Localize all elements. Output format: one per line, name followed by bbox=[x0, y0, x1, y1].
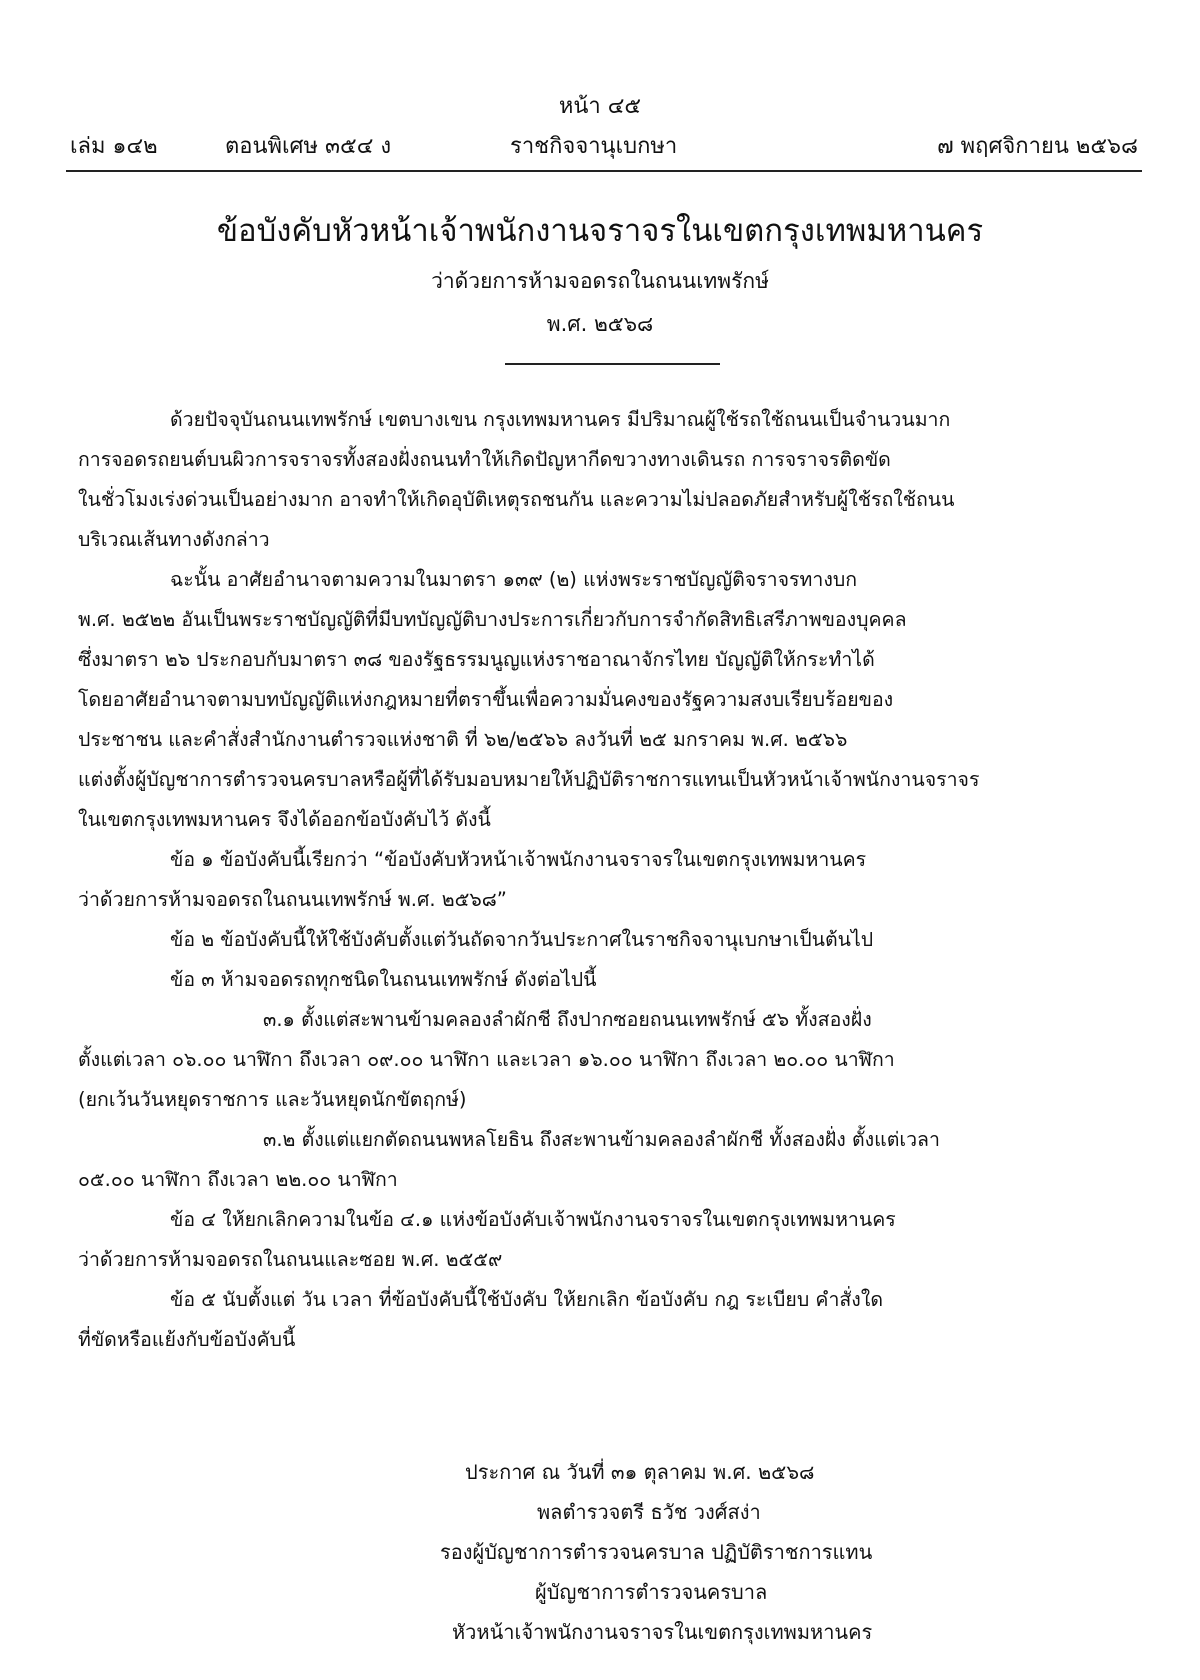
body-line: ข้อ ๓ ห้ามจอดรถทุกชนิดในถนนเทพรักษ์ ดังต่อไปนี้ bbox=[170, 968, 597, 991]
body-line: ๐๕.๐๐ นาฬิกา ถึงเวลา ๒๒.๐๐ นาฬิกา bbox=[78, 1168, 398, 1191]
body-line: ที่ขัดหรือแย้งกับข้อบังคับนี้ bbox=[78, 1328, 296, 1351]
issue-label: ตอนพิเศษ ๓๕๔ ง bbox=[225, 134, 392, 159]
body-line: ข้อ ๕ นับตั้งแต่ วัน เวลา ที่ข้อบังคับนี้ใช้บังคับ ให้ยกเลิก ข้อบังคับ กฎ ระเบียบ คำสั่งใด bbox=[170, 1288, 884, 1311]
body-line: ฉะนั้น อาศัยอำนาจตามความในมาตรา ๑๓๙ (๒) แห่งพระราชบัญญัติจราจรทางบก bbox=[170, 568, 858, 591]
body-line: ๓.๑ ตั้งแต่สะพานข้ามคลองลำผักชี ถึงปากซอยถนนเทพรักษ์ ๕๖ ทั้งสองฝั่ง bbox=[263, 1008, 872, 1031]
body-line: ข้อ ๑ ข้อบังคับนี้เรียกว่า “ข้อบังคับหัวหน้าเจ้าพนักงานจราจรในเขตกรุงเทพมหานคร bbox=[170, 848, 867, 871]
body-line: ด้วยปัจจุบันถนนเทพรักษ์ เขตบางเขน กรุงเทพมหานคร มีปริมาณผู้ใช้รถใช้ถนนเป็นจำนวนมาก bbox=[170, 408, 951, 431]
signatory-position: รองผู้บัญชาการตำรวจนครบาล ปฏิบัติราชการแทน bbox=[440, 1540, 873, 1564]
body-line: (ยกเว้นวันหยุดราชการ และวันหยุดนักขัตฤกษ์) bbox=[78, 1088, 467, 1111]
signature-block bbox=[440, 1452, 1000, 1652]
document-title: ข้อบังคับหัวหน้าเจ้าพนักงานจราจรในเขตกรุงเทพมหานคร bbox=[216, 213, 984, 249]
announcement-date: ประกาศ ณ วันที่ ๓๑ ตุลาคม พ.ศ. ๒๕๖๘ bbox=[465, 1460, 815, 1484]
body-line: ซึ่งมาตรา ๒๖ ประกอบกับมาตรา ๓๘ ของรัฐธรรมนูญแห่งราชอาณาจักรไทย บัญญัติให้กระทำได้ bbox=[78, 648, 875, 671]
body-line: ๓.๒ ตั้งแต่แยกตัดถนนพหลโยธิน ถึงสะพานข้ามคลองลำผักชี ทั้งสองฝั่ง ตั้งแต่เวลา bbox=[263, 1128, 940, 1151]
body-line: บริเวณเส้นทางดังกล่าว bbox=[78, 528, 270, 551]
body-line: การจอดรถยนต์บนผิวการจราจรทั้งสองฝั่งถนนทำให้เกิดปัญหากีดขวางทางเดินรถ การจราจรติดขัด bbox=[78, 448, 891, 471]
body-line: แต่งตั้งผู้บัญชาการตำรวจนครบาลหรือผู้ที่ได้รับมอบหมายให้ปฏิบัติราชการแทนเป็นหัวหน้าเจ้าพนักงานจราจร bbox=[78, 768, 980, 791]
document-subtitle: ว่าด้วยการห้ามจอดรถในถนนเทพรักษ์ bbox=[431, 269, 769, 293]
publication-date: ๗ พฤศจิกายน ๒๕๖๘ bbox=[937, 134, 1138, 159]
page-number: หน้า ๔๕ bbox=[558, 94, 642, 119]
gazette-header bbox=[70, 128, 1138, 162]
body-line: พ.ศ. ๒๕๒๒ อันเป็นพระราชบัญญัติที่มีบทบัญญัติบางประการเกี่ยวกับการจำกัดสิทธิเสรีภาพของบุคคล bbox=[78, 608, 907, 631]
body-line: ในเขตกรุงเทพมหานคร จึงได้ออกข้อบังคับไว้ ดังนี้ bbox=[78, 808, 491, 831]
body-line: ในชั่วโมงเร่งด่วนเป็นอย่างมาก อาจทำให้เกิดอุบัติเหตุรถชนกัน และความไม่ปลอดภัยสำหรับผู้ใช้รถใช้ถนน bbox=[78, 488, 955, 511]
title-divider bbox=[505, 363, 720, 365]
body-line: ว่าด้วยการห้ามจอดรถในถนนและซอย พ.ศ. ๒๕๕๙ bbox=[78, 1248, 503, 1271]
signatory-name: พลตำรวจตรี ธวัช วงศ์สง่า bbox=[537, 1500, 761, 1524]
signatory-title: หัวหน้าเจ้าพนักงานจราจรในเขตกรุงเทพมหานคร bbox=[452, 1620, 873, 1644]
document-body bbox=[78, 400, 1140, 1360]
body-line: ว่าด้วยการห้ามจอดรถในถนนเทพรักษ์ พ.ศ. ๒๕๖๘” bbox=[78, 888, 507, 911]
body-line: ประชาชน และคำสั่งสำนักงานตำรวจแห่งชาติ ที่ ๖๒/๒๕๖๖ ลงวันที่ ๒๕ มกราคม พ.ศ. ๒๕๖๖ bbox=[78, 728, 848, 751]
body-line: ตั้งแต่เวลา ๐๖.๐๐ นาฬิกา ถึงเวลา ๐๙.๐๐ นาฬิกา และเวลา ๑๖.๐๐ นาฬิกา ถึงเวลา ๒๐.๐๐ นาฬิกา bbox=[78, 1048, 895, 1071]
body-line: ข้อ ๒ ข้อบังคับนี้ให้ใช้บังคับตั้งแต่วันถัดจากวันประกาศในราชกิจจานุเบกษาเป็นต้นไป bbox=[170, 928, 874, 951]
body-line: ข้อ ๔ ให้ยกเลิกความในข้อ ๔.๑ แห่งข้อบังคับเจ้าพนักงานจราจรในเขตกรุงเทพมหานคร bbox=[170, 1208, 896, 1231]
header-divider bbox=[66, 170, 1142, 172]
body-line: โดยอาศัยอำนาจตามบทบัญญัติแห่งกฎหมายที่ตราขึ้นเพื่อความมั่นคงของรัฐความสงบเรียบร้อยของ bbox=[78, 688, 894, 711]
document-year: พ.ศ. ๒๕๖๘ bbox=[546, 312, 654, 336]
signatory-acting-for: ผู้บัญชาการตำรวจนครบาล bbox=[535, 1580, 768, 1604]
gazette-name: ราชกิจจานุเบกษา bbox=[510, 134, 678, 159]
volume-label: เล่ม ๑๔๒ bbox=[70, 134, 158, 159]
